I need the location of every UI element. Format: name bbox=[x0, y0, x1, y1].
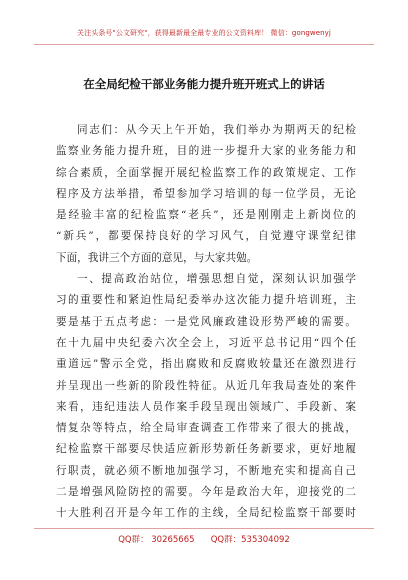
paragraph-line: 监察业务能力提升班，目的进一步提升大家的业务能力和 bbox=[56, 145, 356, 158]
footer-contact: QQ群： 30265665 QQ群：535304092 bbox=[118, 535, 290, 545]
paragraph-line: 来看，违纪违法人员作案手段呈现出领域广、手段新、案 bbox=[56, 400, 356, 413]
paragraph-line: 程序及方法举措，希望参加学习培训的每一位学员，无论 bbox=[56, 187, 356, 200]
paragraph-line: 要是基于五点考虑：一是党风廉政建设形势严峻的需要。 bbox=[56, 315, 356, 328]
paragraph-line: 并呈现出一些新的阶段性特征。从近几年我局查处的案件 bbox=[56, 379, 356, 392]
document-body bbox=[56, 120, 356, 525]
header-divider bbox=[34, 44, 374, 45]
top-banner: 关注头条号"公文研究"，获得最新最全最专业的公文资料库！ 微信：gongwenyj bbox=[77, 29, 331, 37]
document-title: 在全局纪检干部业务能力提升班开班式上的讲话 bbox=[83, 77, 325, 91]
paragraph-line: 纪检监察干部要尽快适应新形势新任务新要求，更好地履 bbox=[56, 443, 356, 456]
paragraph-line: 同志们：从今天上午开始，我们举办为期两天的纪检 bbox=[77, 124, 356, 136]
paragraph-line: 十大胜利召开是今年工作的主线，全局纪检监察干部要时 bbox=[56, 507, 356, 520]
paragraph-line: 一、提高政治站位，增强思想自觉，深刻认识加强学 bbox=[77, 273, 356, 286]
paragraph-line: 下面，我讲三个方面的意见，与大家共勉。 bbox=[56, 251, 258, 264]
paragraph-line: “新兵”，都要保持良好的学习风气，自觉遵守课堂纪律 bbox=[56, 230, 356, 243]
paragraph-line: 是经验丰富的纪检监察“老兵”，还是刚刚走上新岗位的 bbox=[56, 209, 356, 222]
footer-divider bbox=[34, 528, 374, 529]
paragraph-line: 行职责，就必须不断地加强学习，不断地充实和提高自己 bbox=[56, 464, 356, 477]
paragraph-line: 情复杂等特点，给全局审查调查工作带来了很大的挑战， bbox=[56, 422, 356, 435]
paragraph-line: 重道远”警示全党，指出腐败和反腐败较量还在激烈进行 bbox=[56, 358, 356, 371]
paragraph-line: 习的重要性和紧迫性局纪委举办这次能力提升培训班，主 bbox=[56, 294, 356, 307]
paragraph-line: 二是增强风险防控的需要。今年是政治大年，迎接党的二 bbox=[56, 486, 356, 499]
paragraph-line: 综合素质，全面掌握开展纪检监察工作的政策规定、工作 bbox=[56, 166, 356, 179]
paragraph-line: 在十九届中央纪委六次全会上，习近平总书记用“四个任 bbox=[56, 336, 356, 349]
